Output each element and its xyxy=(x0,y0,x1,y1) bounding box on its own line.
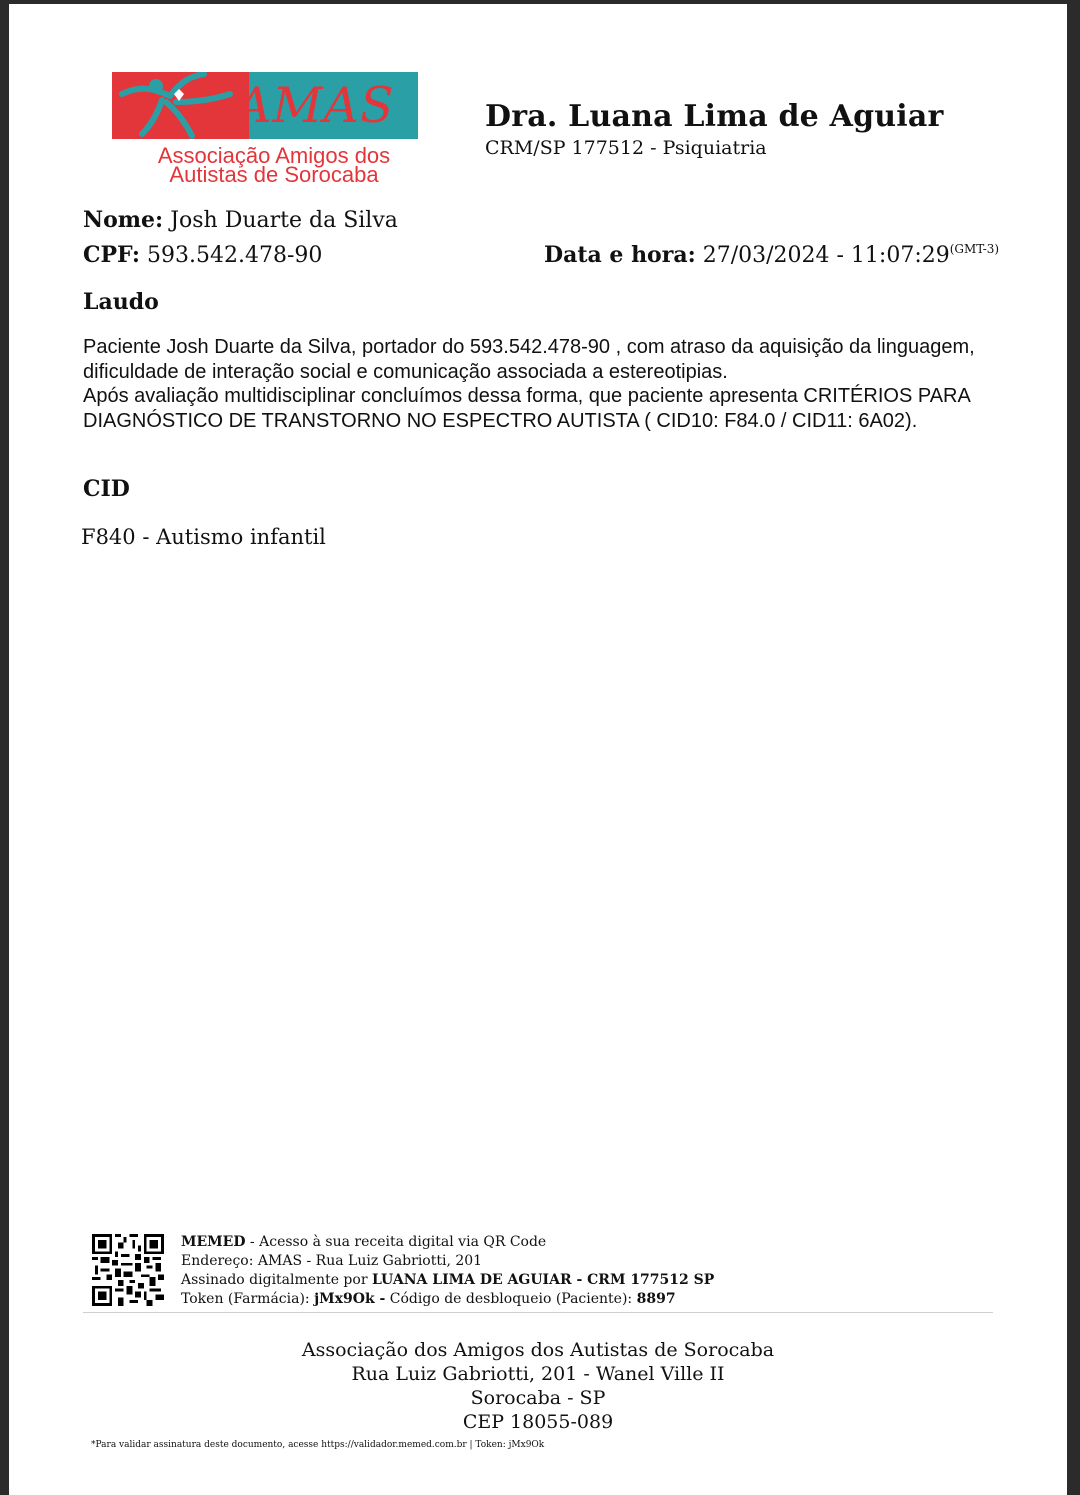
cid-value: F840 - Autismo infantil xyxy=(81,525,326,549)
timezone: (GMT-3) xyxy=(949,242,1000,256)
laudo-title: Laudo xyxy=(83,289,159,315)
patient-name-line xyxy=(83,207,398,233)
cid-title: CID xyxy=(83,476,130,502)
cpf-label: CPF: xyxy=(83,242,141,268)
laudo-text xyxy=(83,335,983,433)
logo-brand-text: AMAS xyxy=(236,77,395,134)
memed-unlock-code: 8897 xyxy=(636,1291,676,1307)
footer-divider xyxy=(83,1312,993,1313)
patient-cpf-line xyxy=(83,242,322,268)
memed-brand: MEMED xyxy=(181,1234,246,1250)
logo-caption: Associação Amigos dos Autistas de Sorocaba xyxy=(157,143,391,187)
date-label: Data e hora: xyxy=(544,242,696,268)
clinic-address: Associação dos Amigos dos Autistas de Sorocaba Rua Luiz Gabriotti, 201 - Wanel Ville II Sorocaba - SP CEP 18055-089 xyxy=(301,1339,775,1433)
name-label: Nome: xyxy=(83,207,164,233)
validation-note: *Para validar assinatura deste documento, acesse https://validador.memed.com.br | Token: jMx9Ok xyxy=(91,1440,545,1450)
memed-signer: LUANA LIMA DE AGUIAR - CRM 177512 SP xyxy=(371,1272,715,1288)
patient-name: Josh Duarte da Silva xyxy=(170,208,398,233)
doctor-name: Dra. Luana Lima de Aguiar xyxy=(485,99,944,134)
qr-code-icon[interactable] xyxy=(92,1234,164,1306)
document-page xyxy=(9,4,1067,1495)
date-line xyxy=(544,242,999,268)
memed-token: jMx9Ok - xyxy=(314,1291,386,1307)
doctor-crm: CRM/SP 177512 - Psiquiatria xyxy=(485,137,767,159)
memed-address: Endereço: AMAS - Rua Luiz Gabriotti, 201 xyxy=(181,1253,483,1269)
date-value: 27/03/2024 - 11:07:29 xyxy=(702,243,950,268)
memed-info: MEMED - Acesso à sua receita digital via QR Code Endereço: AMAS - Rua Luiz Gabriotti, 201 Assinado digitalmente por LUANA LIMA DE AGUIAR - CRM 177512 SP Token (Farmácia): jMx9Ok - Código de desbloqueio (Paciente): 8897 xyxy=(181,1234,715,1307)
laudo-paragraph: Paciente Josh Duarte da Silva, portador do 593.542.478-90 , com atraso da aquisição da linguagem, dificuldade de interação social e comunicação associada a estereotipias. xyxy=(83,336,975,383)
laudo-paragraph: Após avaliação multidisciplinar concluímos dessa forma, que paciente apresenta CRITÉRIOS PARA DIAGNÓSTICO DE TRANSTORNO NO ESPECTRO AUTISTA ( CID10: F84.0 / CID11: 6A02). xyxy=(83,385,970,432)
logo-banner xyxy=(112,72,418,139)
amas-logo xyxy=(88,68,458,190)
patient-cpf: 593.542.478-90 xyxy=(147,243,323,268)
